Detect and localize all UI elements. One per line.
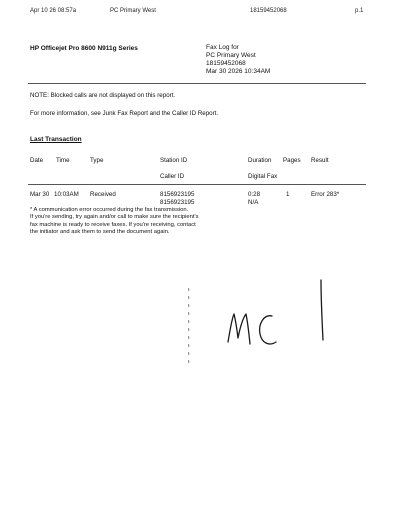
footnote-line: the initiator and ask them to send the document again. [30,229,170,236]
row-time: 10:03AM [54,191,79,198]
row-station-id: 8156923195 [160,191,195,198]
fax-header-phone: 18159452068 [250,8,287,14]
column-header-pages: Pages [283,157,301,164]
fax-log-datetime: Mar 30 2026 10:34AM [206,68,271,75]
row-date: Mar 30 [30,191,50,198]
column-header-result: Result [311,157,329,164]
fax-log-phone: 18159452068 [206,60,246,67]
column-header-date: Date [30,157,44,164]
handwritten-annotation [170,270,370,380]
fax-header-page: p.1 [355,8,364,14]
row-duration: 0:28 [248,191,261,198]
column-header-type: Type [90,157,104,164]
note-more-info: For more information, see Junk Fax Report and the Caller ID Report. [30,110,219,117]
column-header-digital-fax: Digital Fax [248,173,278,180]
footnote-line: If you're sending, try again and/or call to make sure the recipient's [30,214,199,221]
footnote [30,207,280,237]
scan-artifact-marks [188,288,189,363]
table-divider [28,184,366,185]
row-pages: 1 [286,191,290,198]
printer-model: HP Officejet Pro 8600 N911g Series [30,45,138,52]
row-digital-fax: N/A [248,199,259,206]
row-result: Error 283* [311,191,340,198]
section-heading-last-transaction: Last Transaction [30,136,82,143]
row-caller-id: 8156923195 [160,199,195,206]
fax-header-timestamp: Apr 10 26 08:57a [30,8,77,14]
column-header-duration: Duration [248,157,272,164]
column-header-station-id: Station ID [160,157,188,164]
fax-header-sender: PC Primary West [110,8,156,14]
column-header-caller-id: Caller ID [160,173,185,180]
footnote-line: * A communication error occurred during the fax transmission. [30,207,189,213]
footnote-line: fax machine is ready to receive faxes. If you're receiving, contact [30,221,196,228]
row-type: Received [90,191,116,198]
divider [28,83,366,84]
fax-log-block [206,44,270,76]
note-blocked-calls: NOTE: Blocked calls are not displayed on this report. [30,92,176,99]
column-header-time: Time [56,157,70,164]
fax-log-title: Fax Log for [206,44,239,51]
fax-log-office: PC Primary West [206,52,256,59]
